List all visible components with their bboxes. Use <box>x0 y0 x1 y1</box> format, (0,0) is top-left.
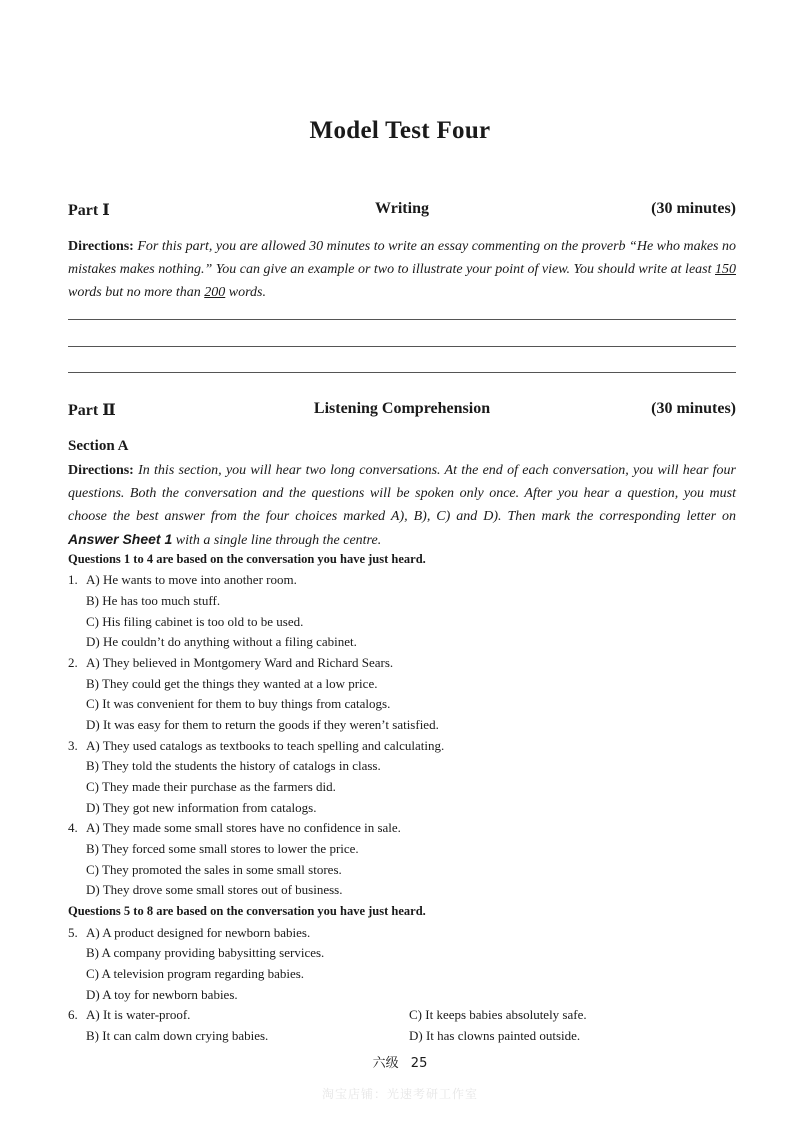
answer-sheet-ref: Answer Sheet 1 <box>68 531 173 547</box>
page-footer <box>0 1052 800 1071</box>
part1-label: Part Ⅰ <box>68 202 110 219</box>
question-number: 6. <box>68 1007 78 1022</box>
option-b: B) They forced some small stores to lower the price. <box>86 841 359 856</box>
directions-text: For this part, you are allowed 30 minutes to write an essay commenting on the proverb “He who makes no mistakes makes nothing.” You can give an example or two to illustrate your point of view. You should write at least <box>68 239 737 277</box>
option-a: A) He wants to move into another room. <box>86 572 297 587</box>
part1-header <box>68 200 736 222</box>
section-a-heading: Section A <box>68 438 129 454</box>
answer-line <box>68 372 736 373</box>
directions-text: words. <box>225 285 266 300</box>
option-b: B) He has too much stuff. <box>86 593 221 608</box>
min-words: 150 <box>715 262 736 277</box>
max-words: 200 <box>204 285 226 300</box>
option-b: B) They could get the things they wanted at a low price. <box>86 676 378 691</box>
option-a: A) They made some small stores have no confidence in sale. <box>86 820 401 835</box>
option-c: C) It keeps babies absolutely safe. <box>409 1007 587 1022</box>
option-d: D) It was easy for them to return the goods if they weren’t satisfied. <box>86 717 439 732</box>
watermark: 淘宝店铺：光速考研工作室 <box>321 1087 478 1101</box>
option-d: D) He couldn’t do anything without a filing cabinet. <box>86 634 357 649</box>
question-number: 2. <box>68 655 78 670</box>
answer-line <box>68 319 736 320</box>
part1-directions <box>68 235 736 304</box>
part2-label: Part Ⅱ <box>68 402 116 419</box>
option-d: D) A toy for newborn babies. <box>86 987 238 1002</box>
option-a: A) They believed in Montgomery Ward and Richard Sears. <box>86 655 394 670</box>
option-c: C) His filing cabinet is too old to be used. <box>86 614 304 629</box>
directions-text: words but no more than <box>68 285 205 300</box>
option-c: C) They made their purchase as the farmers did. <box>86 779 336 794</box>
page-title: Model Test Four <box>309 117 491 144</box>
option-c: C) It was convenient for them to buy things from catalogs. <box>86 696 391 711</box>
option-a: A) A product designed for newborn babies. <box>86 925 311 940</box>
question-number: 4. <box>68 820 78 835</box>
part2-directions <box>68 459 736 552</box>
directions-label: Directions: <box>68 239 134 254</box>
option-b: B) A company providing babysitting services. <box>86 945 325 960</box>
part2-time: (30 minutes) <box>651 400 736 417</box>
directions-text: with a single line through the centre. <box>172 533 382 548</box>
question-number: 3. <box>68 738 78 753</box>
part1-name: Writing <box>375 200 429 217</box>
directions-label: Directions: <box>68 463 134 478</box>
part2-header <box>68 400 736 422</box>
option-c: C) They promoted the sales in some small stores. <box>86 862 342 877</box>
option-a: A) They used catalogs as textbooks to teach spelling and calculating. <box>86 738 445 753</box>
option-d: D) They got new information from catalogs. <box>86 800 317 815</box>
question-group-heading: Questions 5 to 8 are based on the conversation you have just heard. <box>68 904 426 918</box>
option-d: D) They drove some small stores out of business. <box>86 882 343 897</box>
option-d: D) It has clowns painted outside. <box>409 1028 581 1043</box>
directions-text: In this section, you will hear two long conversations. At the end of each conversation, you will hear four questions. Both the conversation and the questions will be spoken only once. After you hear a question, you must choose the best answer from the four choices marked A), B), C) and D). Then mark the corresponding letter on <box>68 463 737 524</box>
level-label: 六级 <box>372 1056 399 1071</box>
option-a: A) It is water-proof. <box>86 1007 191 1022</box>
question-group-heading: Questions 1 to 4 are based on the conversation you have just heard. <box>68 552 426 566</box>
page-number: 25 <box>410 1056 428 1071</box>
part2-name: Listening Comprehension <box>313 400 491 417</box>
question-number: 1. <box>68 572 78 587</box>
part1-time: (30 minutes) <box>651 200 736 217</box>
option-b: B) It can calm down crying babies. <box>86 1028 269 1043</box>
question-number: 5. <box>68 925 78 940</box>
option-b: B) They told the students the history of catalogs in class. <box>86 758 381 773</box>
option-c: C) A television program regarding babies. <box>86 966 305 981</box>
answer-line <box>68 346 736 347</box>
